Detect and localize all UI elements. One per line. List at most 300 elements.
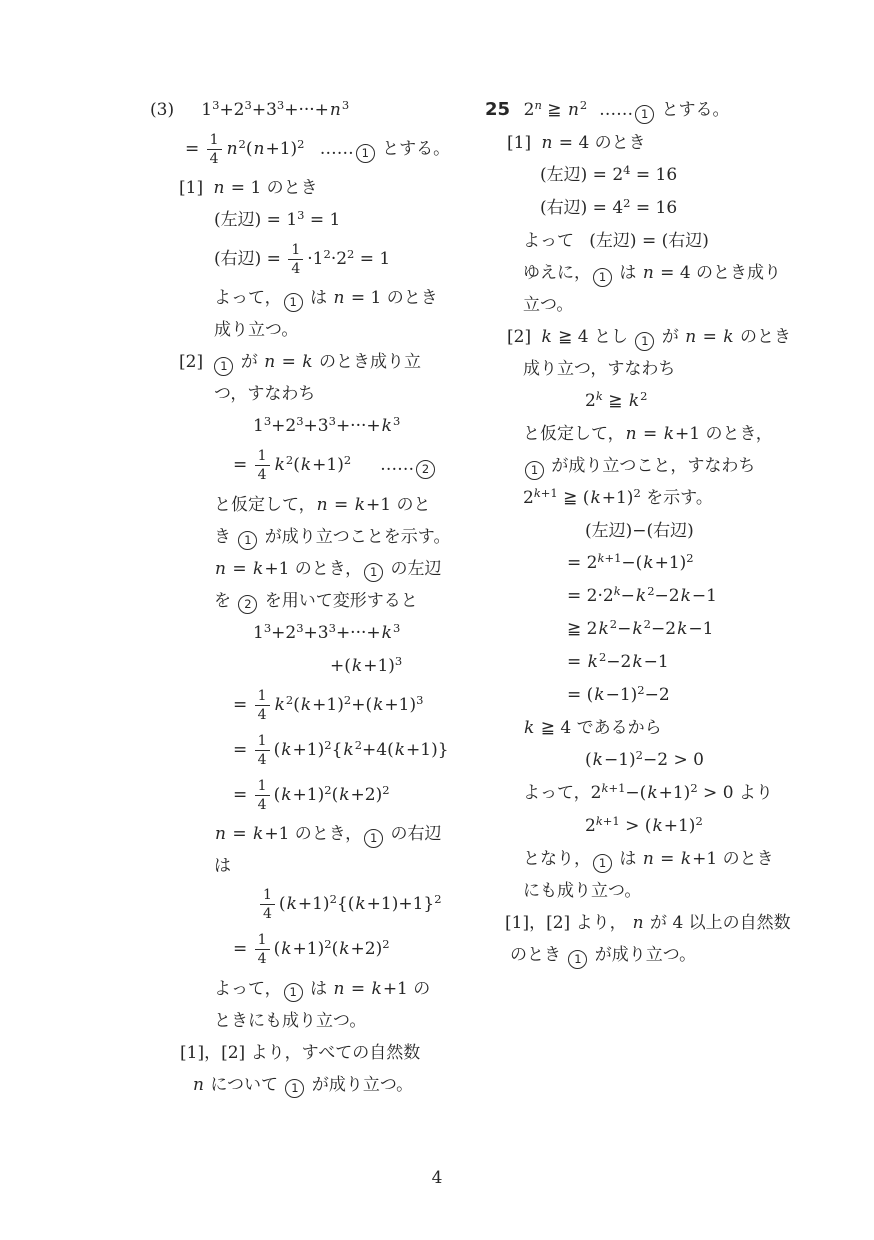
japanese-text: は (214, 856, 231, 877)
fraction-denominator: 4 (257, 467, 267, 484)
math-roman: > ( (619, 816, 652, 836)
text-line (150, 818, 475, 850)
japanese-text: のとき成り立 (313, 352, 421, 373)
math-roman: 1 (253, 416, 264, 437)
circled-number: 1 (568, 950, 587, 969)
superscript: 2 (323, 247, 331, 262)
math-roman: ·2 (330, 249, 348, 270)
text-line (485, 843, 830, 875)
math-roman: = (185, 139, 205, 160)
solution-columns (150, 94, 830, 1101)
superscript-variable: k (613, 584, 621, 598)
japanese-text: [1] (179, 178, 204, 199)
text-line (150, 443, 475, 488)
math-variable: k (587, 652, 598, 672)
math-roman: ( (293, 694, 300, 715)
text-line (485, 580, 830, 613)
text-line (485, 907, 830, 939)
superscript: 2 (695, 814, 703, 828)
fraction-denominator: 4 (291, 261, 301, 278)
math-roman: = (345, 978, 371, 999)
superscript-variable: k (597, 551, 605, 565)
math-variable: n (625, 424, 637, 444)
japanese-text: は (614, 263, 642, 283)
fraction (255, 932, 270, 967)
fraction-denominator: 4 (257, 751, 267, 768)
math-roman: +4( (362, 739, 394, 760)
text-line (485, 385, 830, 418)
japanese-text: [1]，[2] より， (505, 913, 627, 933)
japanese-text: の右辺 (385, 824, 442, 845)
math-roman: = 16 (630, 198, 678, 218)
superscript: 3 (392, 620, 401, 635)
math-variable: k (677, 619, 688, 639)
math-roman: …… (319, 139, 354, 160)
text-line (485, 646, 830, 679)
math-roman: = (233, 939, 253, 960)
superscript: +1 (604, 551, 622, 565)
math-roman: = (233, 455, 253, 476)
math-variable: n (264, 352, 276, 373)
circled-number: 1 (238, 531, 257, 550)
math-roman: +1) (654, 553, 687, 573)
japanese-text: (左辺) (540, 165, 588, 185)
japanese-text: [2] (507, 327, 532, 347)
math-roman: ≧ 2 (567, 619, 598, 639)
superscript: +1 (540, 486, 558, 500)
text-line (150, 378, 475, 410)
text-line (150, 282, 475, 314)
math-variable: n (215, 824, 226, 845)
math-variable: n (632, 913, 644, 933)
math-roman: −1 (643, 652, 669, 672)
circled-number: 1 (356, 144, 375, 163)
text-line (485, 257, 830, 289)
text-line (485, 192, 830, 225)
math-roman: ( (585, 750, 592, 770)
math-roman: +1) (297, 894, 330, 915)
math-variable: k (598, 619, 609, 639)
solution-column-right (485, 94, 830, 971)
math-variable: k (394, 739, 406, 760)
math-roman: −2 (606, 652, 632, 672)
japanese-text: が成り立つ。 (589, 945, 697, 965)
math-roman: ( (245, 139, 253, 160)
japanese-text: つ，すなわち (214, 384, 316, 405)
circled-number: 1 (214, 357, 233, 376)
circled-number: 1 (364, 829, 383, 848)
japanese-text: [1]，[2] より，すべての自然数 (180, 1042, 421, 1063)
text-line (150, 927, 475, 972)
math-variable: k (355, 894, 366, 915)
math-variable: k (524, 718, 535, 738)
math-roman: ·1 (307, 249, 324, 270)
math-variable: k (663, 424, 674, 444)
fraction-numerator: 1 (288, 242, 303, 260)
math-variable: k (302, 352, 313, 373)
math-variable: k (371, 978, 382, 999)
japanese-text: を示す。 (640, 488, 713, 508)
superscript: 2 (579, 98, 588, 112)
japanese-text: とする。 (656, 100, 730, 120)
math-roman: { (331, 739, 343, 760)
math-variable: k (723, 327, 734, 347)
math-roman: +2 (219, 100, 245, 120)
math-roman: −2 > 0 (642, 750, 704, 770)
math-variable: k (541, 327, 552, 347)
text-line (485, 810, 830, 843)
math-roman: −1) (605, 685, 638, 705)
math-roman: +···+ (284, 100, 329, 120)
superscript: 2 (623, 196, 631, 210)
math-roman: 4 (672, 913, 684, 933)
math-variable: n (193, 1074, 204, 1095)
math-roman: = 4 (654, 263, 691, 283)
math-roman: = (233, 785, 253, 806)
math-variable: k (652, 816, 663, 836)
text-line (485, 225, 830, 257)
superscript: 2 (640, 389, 648, 403)
math-roman: ≧ 4 (552, 327, 589, 347)
superscript: 2 (354, 737, 363, 752)
math-roman: …… (380, 455, 415, 476)
superscript: 4 (623, 163, 631, 177)
math-roman: 2 (590, 783, 602, 803)
japanese-text: を用いて変形すると (259, 590, 418, 611)
math-roman: = (261, 249, 287, 270)
math-variable: k (632, 652, 643, 672)
math-variable: n (333, 288, 345, 309)
math-roman: −( (621, 553, 643, 573)
text-line (485, 94, 830, 127)
math-roman: = 1 (261, 210, 298, 231)
superscript: 2 (382, 783, 390, 798)
text-line (485, 353, 830, 385)
text-line (485, 159, 830, 192)
text-line (150, 553, 475, 585)
math-variable: k (274, 694, 285, 715)
math-variable: k (628, 391, 640, 411)
math-roman: +3 (303, 622, 329, 643)
math-variable: k (647, 783, 658, 803)
text-line (150, 650, 475, 683)
superscript: 2 (643, 617, 651, 631)
japanese-text: よって， (214, 288, 282, 309)
math-variable: k (632, 619, 643, 639)
math-variable: k (381, 622, 392, 643)
superscript: 2 (324, 783, 332, 798)
superscript: 2 (635, 748, 643, 762)
japanese-text: の左辺 (385, 558, 442, 579)
math-roman: = (637, 424, 663, 444)
text-line (150, 683, 475, 728)
superscript-variable: k (601, 781, 609, 795)
superscript: 3 (394, 653, 403, 668)
math-variable: k (300, 694, 312, 715)
math-roman: ( (293, 455, 300, 476)
superscript: 2 (324, 737, 332, 752)
math-roman: = 1 (345, 288, 382, 309)
math-roman: …… (599, 100, 634, 120)
math-roman: = (233, 694, 253, 715)
math-variable: k (680, 586, 691, 606)
math-roman: +1) (363, 655, 395, 676)
math-variable: n (316, 494, 328, 515)
text-line (150, 521, 475, 553)
superscript: 2 (297, 137, 305, 152)
fraction-numerator: 1 (255, 778, 270, 796)
math-roman: ≧ ( (557, 488, 590, 508)
math-roman: = ( (567, 685, 594, 705)
text-line (150, 172, 475, 204)
math-roman: +1 (675, 424, 701, 444)
superscript: 3 (263, 414, 272, 429)
japanese-text: とし (588, 327, 634, 347)
superscript: 3 (263, 620, 272, 635)
fraction-denominator: 4 (257, 706, 267, 723)
math-variable: k (281, 785, 292, 806)
math-roman: +1) (663, 816, 696, 836)
problem-number: 25 (485, 99, 511, 120)
math-roman: +1 (264, 558, 290, 579)
fraction-numerator: 1 (255, 932, 270, 950)
japanese-text: (左辺) (589, 231, 637, 251)
superscript: 3 (328, 620, 336, 635)
japanese-text: [2] (179, 352, 204, 373)
japanese-text: について (204, 1074, 284, 1095)
math-roman: > 0 (697, 783, 734, 803)
math-variable: n (253, 139, 265, 160)
math-variable: k (281, 739, 292, 760)
math-roman: − (632, 521, 647, 541)
math-variable: k (643, 553, 654, 573)
text-line (485, 127, 830, 159)
math-variable: k (286, 894, 297, 915)
superscript: 2 (343, 453, 352, 468)
math-roman: 2 (523, 100, 535, 120)
japanese-text: (右辺) (214, 249, 262, 270)
japanese-text: (右辺) (661, 231, 709, 251)
math-roman: = 1 (354, 249, 391, 270)
circled-number: 2 (416, 460, 435, 479)
math-variable: k (373, 694, 384, 715)
page-number: 4 (431, 1168, 443, 1188)
japanese-text: [1] (507, 133, 532, 153)
text-line (150, 617, 475, 650)
math-roman: +( (330, 655, 351, 676)
math-roman: −2 (654, 586, 680, 606)
japanese-text: の (407, 978, 431, 999)
math-roman: ≧ (541, 100, 567, 120)
text-line (485, 939, 830, 971)
math-roman: +1 (366, 494, 392, 515)
math-variable: k (274, 455, 285, 476)
math-variable: k (339, 939, 350, 960)
japanese-text: は (304, 978, 333, 999)
math-roman: ( (273, 785, 281, 806)
superscript: +1 (602, 814, 620, 828)
math-roman: 1 (253, 622, 264, 643)
circled-number: 2 (238, 595, 257, 614)
math-roman: = (654, 849, 680, 869)
math-roman: +1) (312, 694, 344, 715)
japanese-text: が成り立つことを示す。 (259, 526, 451, 547)
math-variable: n (541, 133, 553, 153)
text-line (150, 94, 475, 127)
math-roman: −1) (603, 750, 636, 770)
text-line (485, 321, 830, 353)
math-variable: k (635, 586, 647, 606)
japanese-text: にも成り立つ。 (523, 881, 642, 901)
math-roman: +( (351, 694, 373, 715)
japanese-text: のと (391, 494, 431, 515)
math-roman: +2) (350, 939, 383, 960)
math-roman: −1 (688, 619, 714, 639)
math-roman: −2 (644, 685, 670, 705)
text-line (150, 237, 475, 282)
japanese-text: 以上の自然数 (683, 913, 791, 933)
math-variable: n (567, 100, 579, 120)
japanese-text: のとき (717, 849, 774, 869)
text-line (485, 547, 830, 580)
math-roman: ( (273, 939, 281, 960)
superscript: 2 (347, 247, 355, 262)
japanese-text: であるから (571, 718, 662, 738)
fraction-denominator: 4 (263, 906, 272, 923)
fraction-numerator: 1 (260, 887, 275, 905)
math-roman: +1) (265, 139, 298, 160)
math-roman: 2 (523, 488, 534, 508)
japanese-text: を (214, 590, 237, 611)
superscript-variable: k (595, 814, 603, 828)
japanese-text: よって， (523, 783, 591, 803)
japanese-text: が (235, 352, 264, 373)
math-roman: +1) (292, 939, 325, 960)
fraction (255, 448, 270, 483)
fraction-numerator: 1 (255, 688, 270, 706)
math-variable: k (592, 750, 603, 770)
text-line (485, 482, 830, 515)
math-roman: 2 (585, 391, 596, 411)
math-roman: +1 (264, 824, 290, 845)
math-roman: ( (273, 739, 281, 760)
math-roman: = 4 (553, 133, 590, 153)
math-roman: +3 (303, 416, 329, 437)
japanese-text: のとき (381, 288, 438, 309)
math-variable: n (213, 178, 225, 199)
math-roman: +1) (658, 783, 691, 803)
circled-number: 1 (593, 268, 612, 287)
circled-number: 1 (364, 563, 383, 582)
japanese-text: が (656, 327, 685, 347)
math-variable: k (253, 558, 264, 579)
math-roman: ≧ 4 (535, 718, 572, 738)
fraction (255, 778, 270, 813)
text-line (150, 850, 475, 882)
math-roman: ( (331, 785, 339, 806)
superscript: 2 (609, 617, 618, 631)
math-variable: n (215, 558, 226, 579)
math-variable: k (343, 739, 354, 760)
text-line (150, 1069, 475, 1101)
japanese-text: のとき成り (690, 263, 782, 283)
math-roman: − (617, 619, 632, 639)
superscript: 2 (343, 692, 352, 707)
japanese-text: ゆえに， (523, 263, 591, 283)
math-variable: k (339, 785, 350, 806)
math-roman: 2 (585, 816, 596, 836)
circled-number: 1 (525, 461, 544, 480)
japanese-text: (左辺) (214, 210, 262, 231)
math-variable: k (590, 488, 601, 508)
math-roman: = (276, 352, 302, 373)
solution-column-left (150, 94, 475, 1101)
math-roman: = 2 (567, 553, 598, 573)
math-roman: = 2·2 (567, 586, 614, 606)
superscript: 2 (285, 692, 294, 707)
text-line (150, 882, 475, 927)
text-line (150, 346, 475, 378)
math-roman: −( (625, 783, 647, 803)
math-roman: +1) (312, 455, 344, 476)
japanese-text: (右辺) (540, 198, 588, 218)
japanese-text: ときにも成り立つ。 (214, 1010, 367, 1031)
math-roman: −2 (651, 619, 677, 639)
japanese-text: のとき， (289, 824, 363, 845)
math-roman: − (620, 586, 635, 606)
superscript: 3 (392, 414, 401, 429)
superscript: 3 (341, 98, 350, 112)
text-line (150, 728, 475, 773)
text-line (150, 1005, 475, 1037)
math-roman: +2) (350, 785, 383, 806)
japanese-text: のとき (510, 945, 567, 965)
superscript: 2 (598, 650, 607, 664)
superscript: 3 (276, 98, 285, 112)
math-variable: k (300, 455, 312, 476)
math-variable: k (351, 655, 363, 676)
math-variable: n (642, 263, 654, 283)
circled-number: 1 (635, 105, 654, 124)
superscript: 2 (434, 892, 442, 907)
text-line (485, 289, 830, 321)
math-roman: +3 (251, 100, 277, 120)
japanese-text: 立つ。 (523, 295, 574, 315)
math-variable: n (642, 849, 654, 869)
circled-number: 1 (635, 332, 654, 351)
text-line (150, 585, 475, 617)
math-variable: k (253, 824, 264, 845)
japanese-text: とする。 (376, 139, 451, 160)
superscript: 2 (690, 781, 698, 795)
math-roman: +1) (601, 488, 634, 508)
math-variable: n (685, 327, 697, 347)
math-roman: +···+ (335, 622, 381, 643)
circled-number: 1 (593, 854, 612, 873)
superscript-variable: n (534, 98, 542, 112)
math-roman: +···+ (335, 416, 381, 437)
math-roman: +1)+1} (366, 894, 435, 915)
superscript: 2 (686, 551, 694, 565)
math-roman: ( (331, 939, 339, 960)
japanese-text: 成り立つ。 (214, 320, 299, 341)
japanese-text: (左辺) (585, 521, 633, 541)
japanese-text: と仮定して， (523, 424, 625, 444)
japanese-text: のとき (589, 133, 646, 153)
superscript: 2 (329, 892, 337, 907)
math-variable: k (281, 939, 292, 960)
fraction (260, 887, 275, 922)
